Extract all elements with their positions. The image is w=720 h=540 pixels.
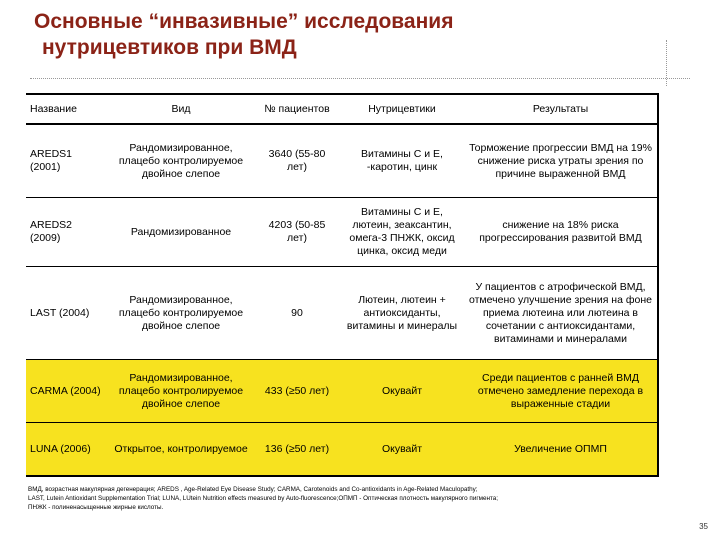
- cell-results: снижение на 18% риска прогрессирования развитой ВМД: [464, 198, 658, 267]
- cell-nutrients: Окувайт: [340, 423, 464, 477]
- header-results: Результаты: [464, 94, 658, 124]
- header-name: Название: [26, 94, 108, 124]
- cell-type: Рандомизированное, плацебо контролируемое двойное слепое: [108, 360, 254, 423]
- table-row: [26, 267, 658, 360]
- cell-name: LUNA (2006): [26, 423, 108, 477]
- cell-results: Увеличение ОПМП: [464, 423, 658, 477]
- cell-name: LAST (2004): [26, 267, 108, 360]
- cell-results: У пациентов с атрофической ВМД, отмечено улучшение зрения на фоне приема лютеина или лютеина в сочетании с антиоксидантами, витаминами и минералами: [464, 267, 658, 360]
- cell-type: Рандомизированное: [108, 198, 254, 267]
- cell-name: CARMA (2004): [26, 360, 108, 423]
- cell-name: AREDS2 (2009): [26, 198, 108, 267]
- cell-patients: 433 (≥50 лет): [254, 360, 340, 423]
- footnote-line3: ПНЖК - полиненасыщенные жирные кислоты.: [28, 504, 164, 511]
- header-nutrients: Нутрицевтики: [340, 94, 464, 124]
- cell-nutrients: Окувайт: [340, 360, 464, 423]
- cell-type: Открытое, контролируемое: [108, 423, 254, 477]
- cell-type: Рандомизированное, плацебо контролируемое двойное слепое: [108, 124, 254, 198]
- cell-nutrients: Витамины С и Е, -каротин, цинк: [340, 124, 464, 198]
- studies-table: [26, 93, 659, 477]
- footnote-line1: ВМД, возрастная макулярная дегенерация; AREDS , Age-Related Eye Disease Study; CARMA, Carotenoids and Co-antioxidants in Age-Related Maculopathy;: [28, 486, 478, 493]
- slide-title-line1: Основные “инвазивные” исследования: [34, 10, 454, 33]
- header-type: Вид: [108, 94, 254, 124]
- footnote-line2: LAST, Lutein Antioxidant Supplementation Trial; LUNA, LUtein Nutrition effects measured by Auto-fluorescence;ОПМП - Оптическая плотность макулярного пигмента;: [28, 495, 499, 502]
- cell-patients: 136 (≥50 лет): [254, 423, 340, 477]
- table-row: [26, 198, 658, 267]
- cell-name: AREDS1 (2001): [26, 124, 108, 198]
- cell-patients: 90: [254, 267, 340, 360]
- cell-nutrients: Витамины С и Е, лютеин, зеаксантин, омега-3 ПНЖК, оксид цинка, оксид меди: [340, 198, 464, 267]
- cell-patients: 4203 (50-85 лет): [254, 198, 340, 267]
- footnote: [28, 485, 698, 512]
- table-row: [26, 124, 658, 198]
- cell-patients: 3640 (55-80 лет): [254, 124, 340, 198]
- header-patients: № пациентов: [254, 94, 340, 124]
- table-header-row: [26, 94, 658, 124]
- title-divider: [30, 78, 690, 79]
- table-row-highlighted: [26, 423, 658, 477]
- table-row-highlighted: [26, 360, 658, 423]
- cell-results: Торможение прогрессии ВМД на 19% снижение риска утраты зрения по причине выраженной ВМД: [464, 124, 658, 198]
- slide-title: [34, 9, 634, 61]
- cell-results: Среди пациентов с ранней ВМД отмечено замедление перехода в выраженные стадии: [464, 360, 658, 423]
- page-number: 35: [699, 522, 708, 531]
- corner-marker: [666, 40, 667, 86]
- slide-title-line2: нутрицевтиков при ВМД: [42, 36, 297, 59]
- cell-nutrients: Лютеин, лютеин + антиоксиданты, витамины и минералы: [340, 267, 464, 360]
- cell-type: Рандомизированное, плацебо контролируемое двойное слепое: [108, 267, 254, 360]
